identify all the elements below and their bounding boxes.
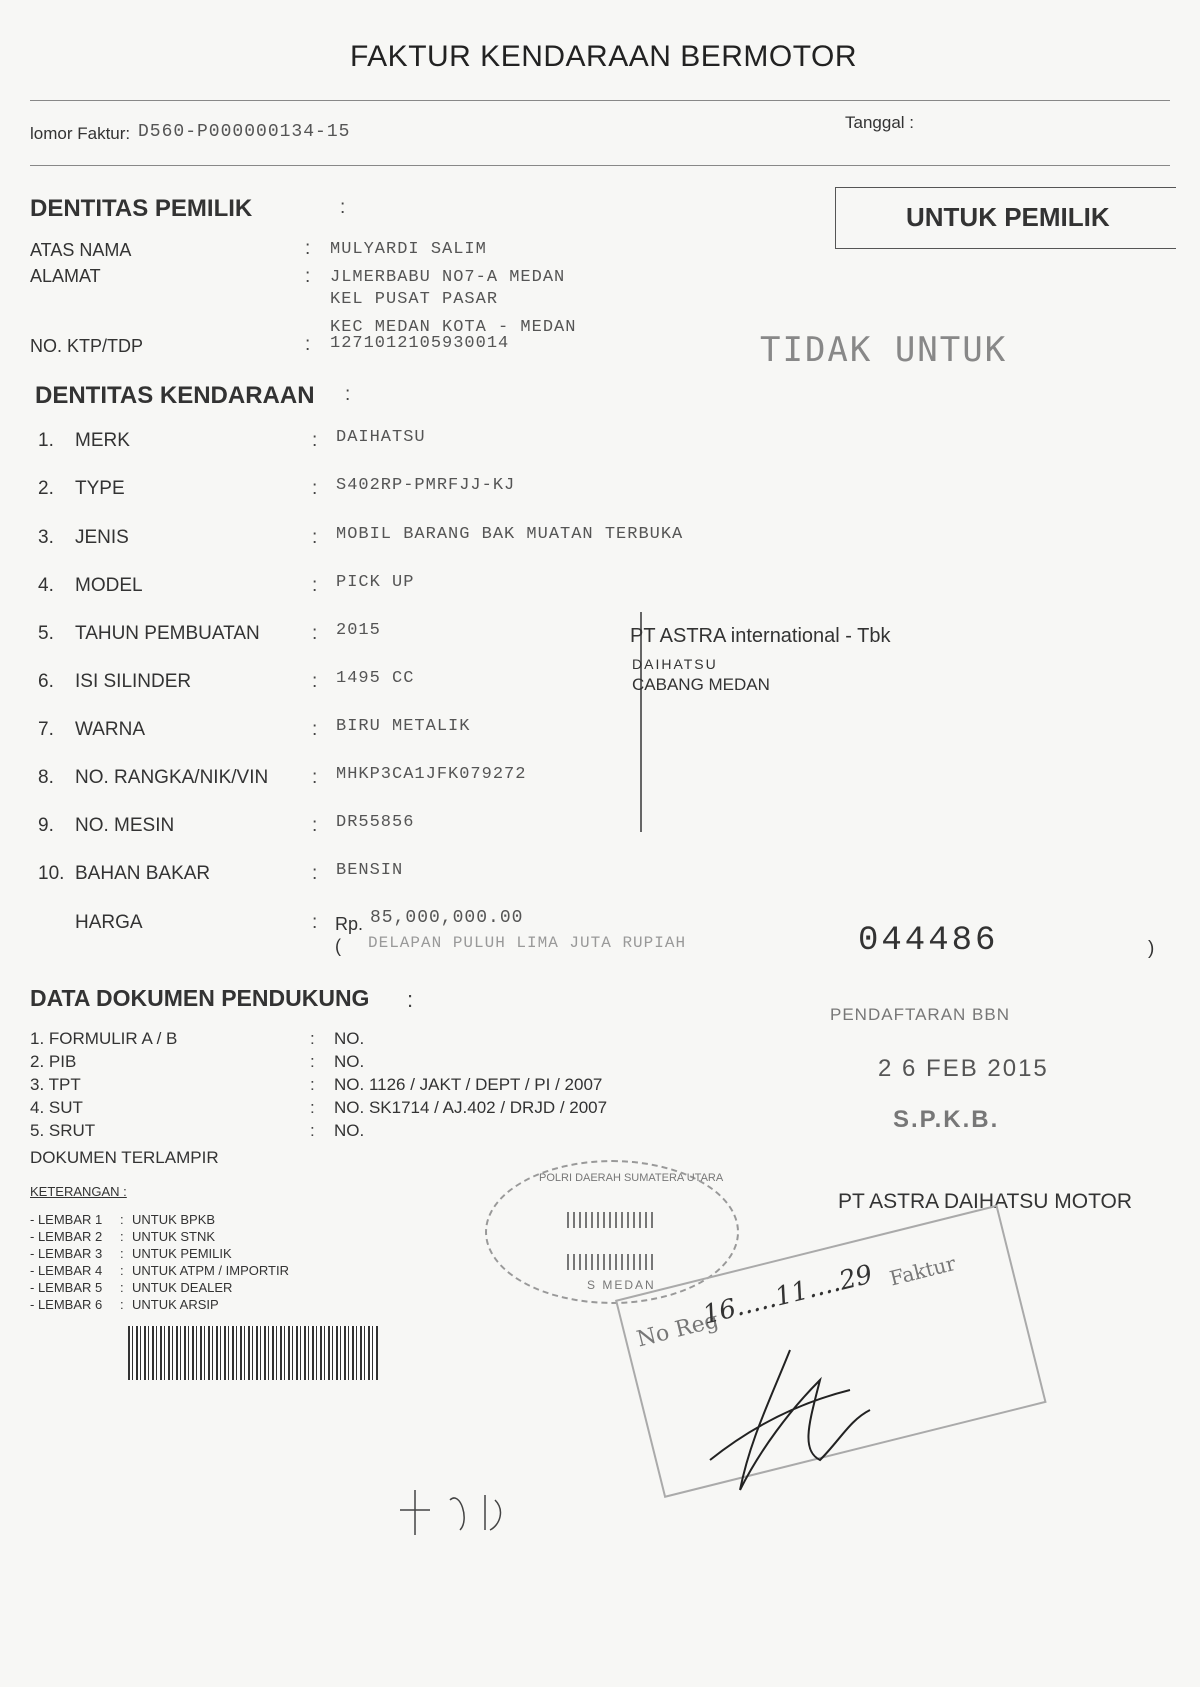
lembar-purpose: UNTUK ARSIP	[132, 1297, 219, 1312]
vehicle-item-label: MODEL	[75, 575, 143, 596]
divider	[30, 165, 1170, 166]
colon: :	[120, 1246, 124, 1261]
tanggal-label: Tanggal :	[845, 113, 914, 132]
doc-item-label: 1. FORMULIR A / B	[30, 1029, 178, 1048]
identitas-pemilik-heading: DENTITAS PEMILIK	[30, 195, 253, 222]
pendaftaran-date: 2 6 FEB 2015	[878, 1055, 1049, 1082]
colon: :	[312, 815, 318, 836]
vehicle-item-label: NO. MESIN	[75, 815, 175, 836]
colon: :	[120, 1212, 124, 1227]
vehicle-item-label: TYPE	[75, 478, 125, 499]
vehicle-item-label: BAHAN BAKAR	[75, 863, 211, 884]
harga-prefix: Rp.	[335, 914, 364, 934]
divider	[30, 100, 1170, 101]
colon: :	[340, 197, 346, 218]
colon: :	[305, 238, 311, 259]
colon: :	[312, 527, 318, 548]
stamp-pattern	[567, 1254, 657, 1270]
vehicle-item-number: 7.	[38, 719, 54, 740]
colon: :	[312, 671, 318, 692]
vehicle-item-label: NO. RANGKA/NIK/VIN	[75, 767, 269, 788]
vehicle-item-number: 8.	[38, 767, 54, 788]
colon: :	[120, 1263, 124, 1278]
vehicle-item-value: 2015	[336, 621, 381, 640]
vehicle-item-label: MERK	[75, 430, 130, 451]
lembar-purpose: UNTUK PEMILIK	[132, 1246, 232, 1261]
police-stamp-top: POLRI DAERAH SUMATERA UTARA	[539, 1172, 724, 1184]
colon: :	[312, 767, 318, 788]
colon: :	[310, 1075, 315, 1094]
ktp-label: NO. KTP/TDP	[30, 336, 144, 356]
alamat-label: ALAMAT	[30, 266, 101, 286]
pendaftaran-code: S.P.K.B.	[893, 1106, 1000, 1133]
lembar-number: - LEMBAR 3	[30, 1246, 103, 1261]
lembar-number: - LEMBAR 1	[30, 1212, 103, 1227]
colon: :	[305, 266, 311, 287]
lembar-purpose: UNTUK BPKB	[132, 1212, 216, 1227]
faktur-label: Faktur	[887, 1250, 959, 1291]
colon: :	[310, 1121, 315, 1140]
no-reg-value: 16.....11....29	[699, 1259, 876, 1331]
untuk-pemilik-label: UNTUK PEMILIK	[906, 202, 1110, 232]
tidak-untuk-stamp: TIDAK UNTUK	[760, 330, 1008, 370]
vehicle-item-value: 1495 CC	[336, 669, 415, 688]
vehicle-item-value: BENSIN	[336, 861, 404, 880]
doc-item-value: NO. 1126 / JAKT / DEPT / PI / 2007	[334, 1075, 603, 1094]
colon: :	[120, 1229, 124, 1244]
vehicle-item-number: 1.	[38, 430, 54, 451]
serial-number: 044486	[858, 922, 999, 960]
vehicle-item-number: 9.	[38, 815, 54, 836]
barcode	[128, 1326, 378, 1380]
vehicle-item-value: MOBIL BARANG BAK MUATAN TERBUKA	[336, 525, 684, 544]
vehicle-item-label: ISI SILINDER	[75, 671, 192, 692]
paren-close: )	[1148, 938, 1155, 959]
lembar-number: - LEMBAR 6	[30, 1297, 103, 1312]
lembar-number: - LEMBAR 5	[30, 1280, 103, 1295]
doc-item-label: 5. SRUT	[30, 1121, 96, 1140]
vehicle-item-label: WARNA	[75, 719, 146, 740]
document-title: FAKTUR KENDARAAN BERMOTOR	[350, 40, 858, 73]
dokumen-terlampir: DOKUMEN TERLAMPIR	[30, 1148, 219, 1167]
colon: :	[312, 575, 318, 596]
doc-item-value: NO. SK1714 / AJ.402 / DRJD / 2007	[334, 1098, 608, 1117]
alamat-line-1: JLMERBABU NO7-A MEDAN	[330, 268, 566, 287]
colon: :	[312, 478, 318, 499]
handwritten-mark	[390, 1480, 520, 1540]
doc-item-value: NO.	[334, 1052, 365, 1071]
doc-item-label: 4. SUT	[30, 1098, 83, 1117]
doc-item-label: 2. PIB	[30, 1052, 77, 1071]
vehicle-item-label: JENIS	[75, 527, 129, 548]
harga-label: HARGA	[75, 912, 143, 933]
lembar-purpose: UNTUK DEALER	[132, 1280, 233, 1295]
nomor-faktur-label: lomor Faktur:	[30, 124, 131, 143]
police-stamp-bottom: S MEDAN	[587, 1278, 656, 1292]
colon: :	[310, 1029, 315, 1048]
doc-item-label: 3. TPT	[30, 1075, 81, 1094]
colon: :	[120, 1280, 124, 1295]
vehicle-item-value: BIRU METALIK	[336, 717, 471, 736]
dealer-stamp-line2: DAIHATSU	[632, 656, 718, 672]
alamat-line-3: KEC MEDAN KOTA - MEDAN	[330, 318, 577, 337]
doc-item-value: NO.	[334, 1029, 365, 1048]
colon: :	[305, 334, 311, 355]
pendaftaran-label: PENDAFTARAN BBN	[830, 1005, 1010, 1024]
no-reg-label: No Reg	[634, 1308, 722, 1353]
colon: :	[312, 623, 318, 644]
colon: :	[345, 384, 351, 405]
vehicle-item-number: 4.	[38, 575, 54, 596]
signature	[700, 1340, 920, 1500]
untuk-pemilik-box	[835, 187, 1176, 249]
vehicle-item-value: DAIHATSU	[336, 428, 426, 447]
lembar-purpose: UNTUK ATPM / IMPORTIR	[132, 1263, 289, 1278]
vehicle-item-value: S402RP-PMRFJJ-KJ	[336, 476, 516, 495]
colon: :	[407, 987, 414, 1012]
vehicle-item-label: TAHUN PEMBUATAN	[75, 623, 260, 644]
stamp-pattern	[567, 1212, 657, 1228]
alamat-line-2: KEL PUSAT PASAR	[330, 290, 499, 309]
paren-open: (	[335, 936, 341, 956]
vehicle-item-value: DR55856	[336, 813, 415, 832]
harga-value: 85,000,000.00	[370, 908, 524, 928]
nomor-faktur-value: D560-P000000134-15	[138, 122, 351, 142]
atas-nama-label: ATAS NAMA	[30, 240, 132, 260]
doc-item-value: NO.	[334, 1121, 365, 1140]
lembar-purpose: UNTUK STNK	[132, 1229, 216, 1244]
lembar-number: - LEMBAR 4	[30, 1263, 103, 1278]
vehicle-item-number: 5.	[38, 623, 54, 644]
colon: :	[312, 863, 318, 884]
lembar-number: - LEMBAR 2	[30, 1229, 103, 1244]
vehicle-item-number: 2.	[38, 478, 54, 499]
vehicle-item-value: MHKP3CA1JFK079272	[336, 765, 527, 784]
keterangan-heading: KETERANGAN :	[30, 1184, 127, 1199]
atas-nama-value: MULYARDI SALIM	[330, 240, 487, 259]
vehicle-item-number: 6.	[38, 671, 54, 692]
company-name: PT ASTRA DAIHATSU MOTOR	[838, 1190, 1133, 1213]
vehicle-item-number: 10.	[38, 863, 65, 884]
identitas-kendaraan-heading: DENTITAS KENDARAAN	[35, 382, 315, 409]
dealer-stamp-line3: CABANG MEDAN	[632, 675, 770, 694]
dealer-stamp-line1: PT ASTRA international - Tbk	[630, 625, 891, 647]
ktp-value: 1271012105930014	[330, 334, 510, 353]
colon: :	[312, 912, 318, 933]
colon: :	[120, 1297, 124, 1312]
vehicle-item-value: PICK UP	[336, 573, 415, 592]
harga-words: DELAPAN PULUH LIMA JUTA RUPIAH	[368, 934, 687, 952]
dokumen-heading: DATA DOKUMEN PENDUKUNG	[30, 985, 370, 1011]
colon: :	[310, 1098, 315, 1117]
colon: :	[310, 1052, 315, 1071]
colon: :	[312, 430, 318, 451]
colon: :	[312, 719, 318, 740]
vehicle-item-number: 3.	[38, 527, 54, 548]
